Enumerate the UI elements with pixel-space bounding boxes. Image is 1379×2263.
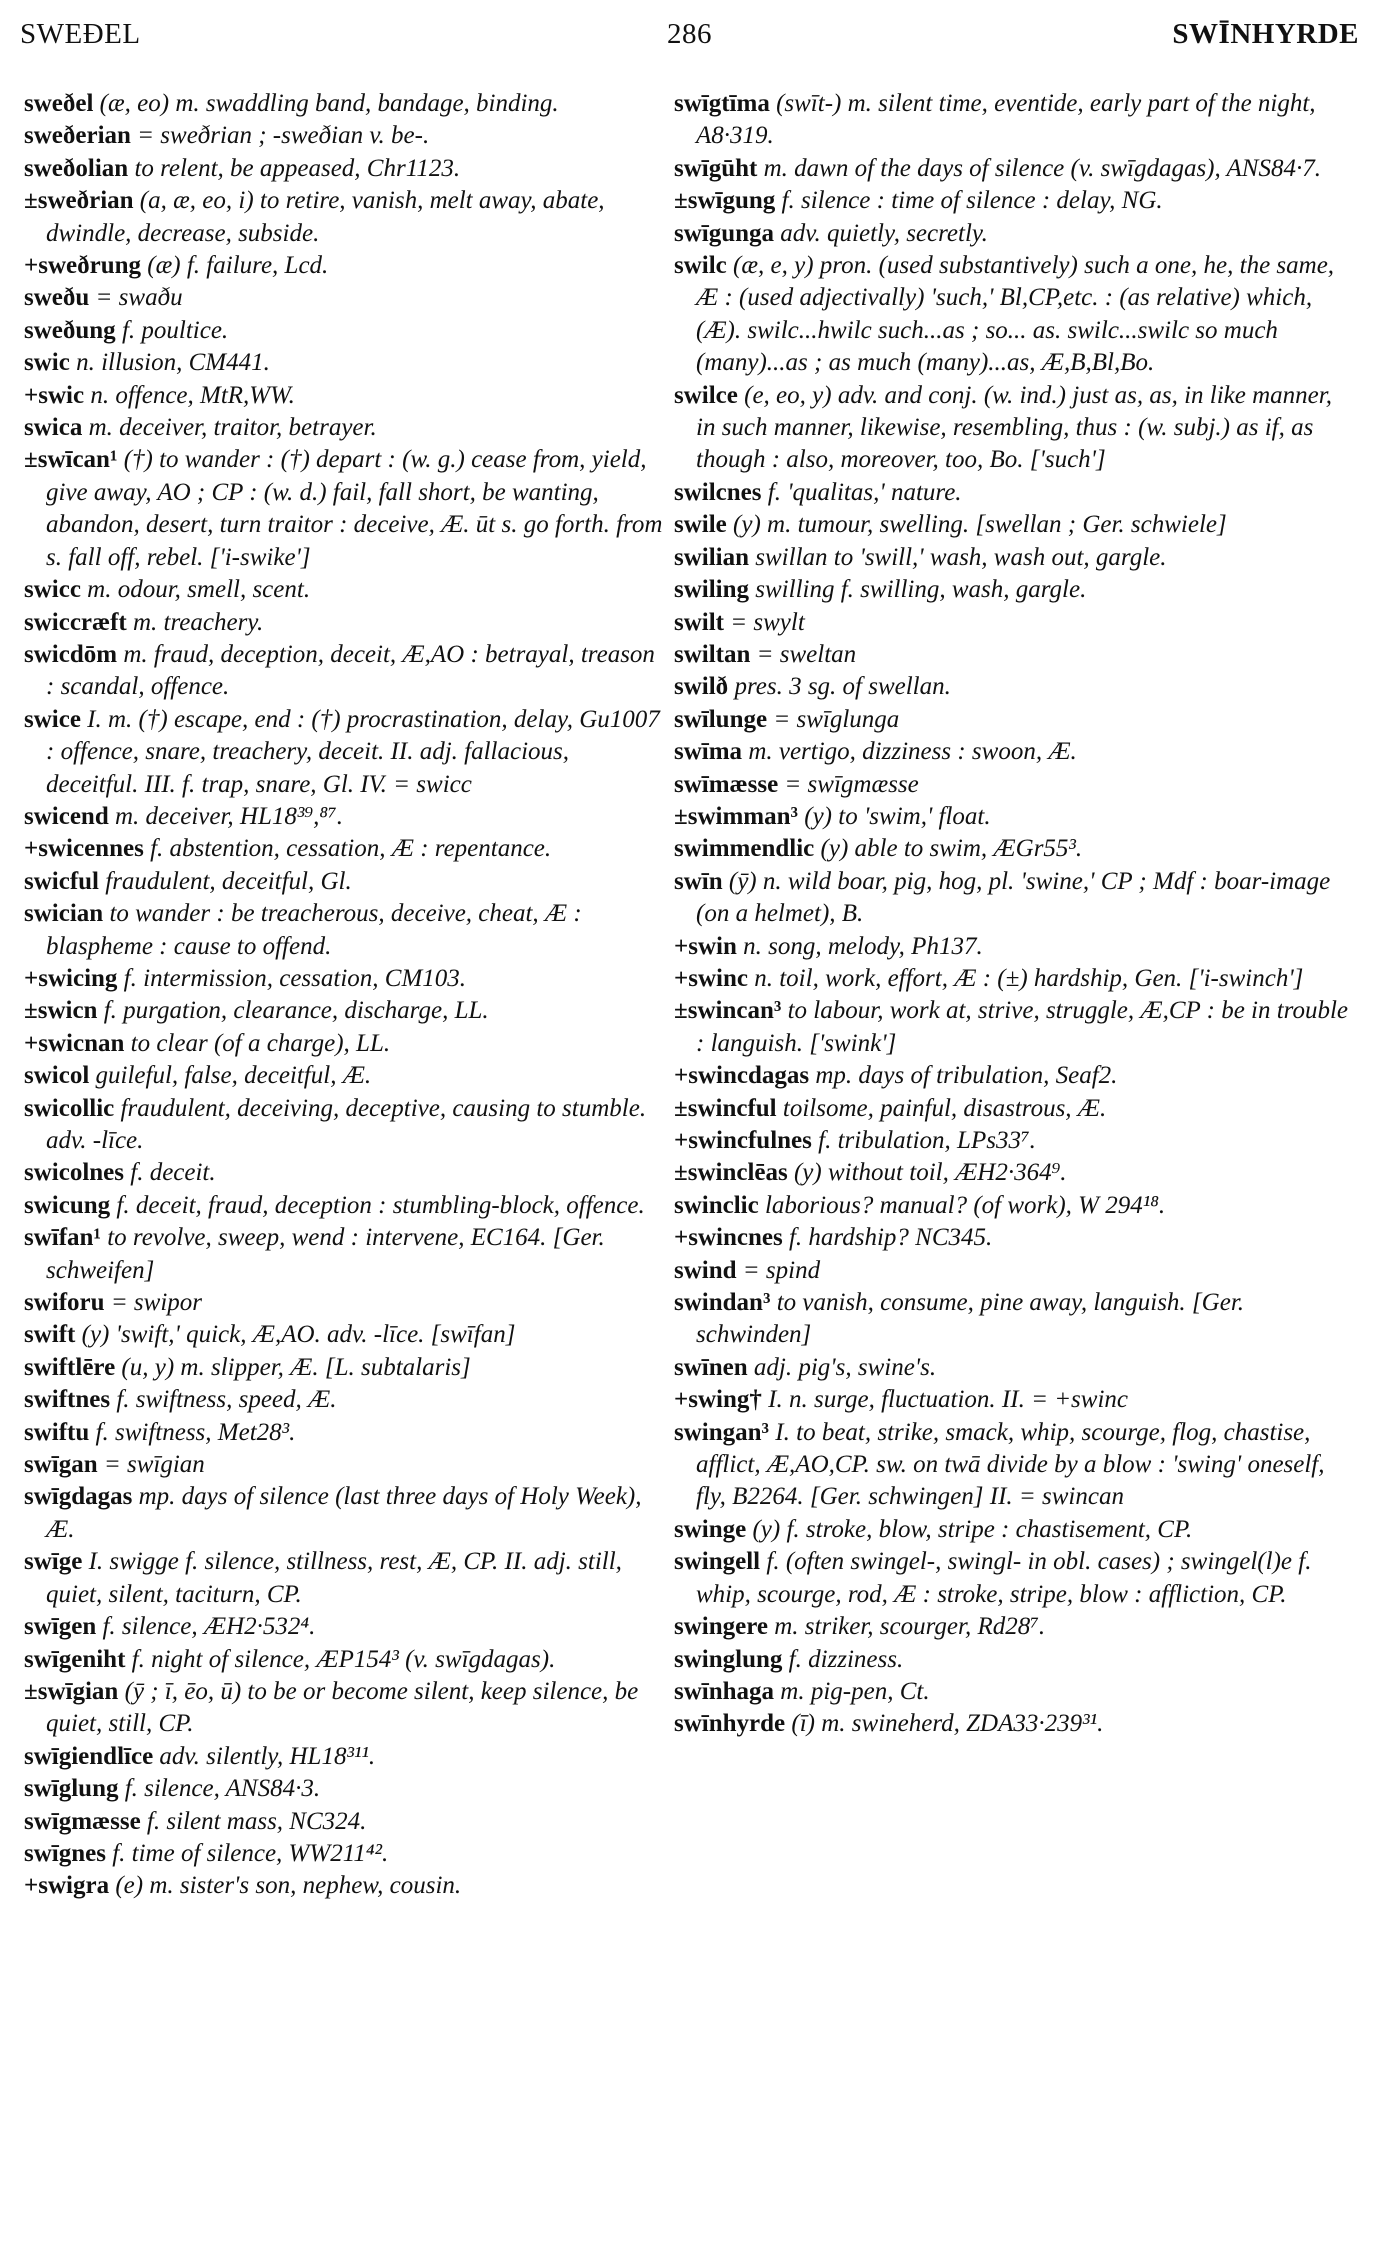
dictionary-entry xyxy=(674,1190,1354,1222)
dictionary-entry xyxy=(24,1806,664,1838)
entry-headword: ±swīgian xyxy=(24,1677,119,1705)
entry-definition: f. hardship? NC345. xyxy=(788,1224,993,1252)
entry-headword: swicc xyxy=(24,576,81,604)
entry-headword: sweðolian xyxy=(24,154,129,182)
dictionary-entry xyxy=(674,380,1354,477)
entry-definition: I. n. surge, fluctuation. II. = +swinc xyxy=(768,1386,1129,1414)
entry-headword: ±sweðrian xyxy=(24,187,134,215)
dictionary-entry xyxy=(674,1644,1354,1676)
entry-definition: (swīt-) m. silent time, eventide, early part of the night, A8·319. xyxy=(696,90,1316,150)
entry-definition: I. m. (†) escape, end : (†) procrastination, delay, Gu1007 : offence, snare, treachery, deceit. II. adj. fallacious, deceitful. III. f. trap, snare, Gl. IV. = swicc xyxy=(46,705,660,798)
entry-headword: +swigra xyxy=(24,1872,110,1900)
entry-headword: swicol xyxy=(24,1062,90,1090)
entry-headword: swinclic xyxy=(674,1191,759,1219)
entry-definition: (ȳ ; ī, ēo, ū) to be or become silent, keep silence, be quiet, still, CP. xyxy=(46,1677,639,1738)
entry-definition: fraudulent, deceiving, deceptive, causing to stumble. adv. -līce. xyxy=(46,1094,647,1154)
dictionary-entry xyxy=(674,704,1354,736)
entry-definition: adj. pig's, swine's. xyxy=(753,1353,937,1381)
dictionary-entry xyxy=(674,769,1354,801)
entry-headword: ±swincful xyxy=(674,1094,777,1122)
dictionary-entry xyxy=(674,1514,1354,1546)
entry-definition: = swīgian xyxy=(103,1451,205,1479)
dictionary-entry xyxy=(24,153,664,185)
entry-headword: sweðu xyxy=(24,284,90,312)
entry-definition: I. to beat, strike, smack, whip, scourge, flog, chastise, afflict, Æ,AO,CP. sw. on twā divide by a blow : 'swing' oneself, fly, B2264. [Ger. schwingen] II. = swincan xyxy=(696,1418,1325,1511)
entry-definition: to relent, be appeased, Chr1123. xyxy=(134,154,461,182)
entry-headword: swīgdagas xyxy=(24,1483,133,1511)
entry-definition: guileful, false, deceitful, Æ. xyxy=(95,1062,372,1090)
entry-definition: f. swiftness, speed, Æ. xyxy=(116,1386,337,1414)
running-head xyxy=(20,18,1359,62)
dictionary-entry xyxy=(674,1157,1354,1189)
dictionary-entry xyxy=(24,282,664,314)
dictionary-entry xyxy=(24,833,664,865)
dictionary-entry xyxy=(24,1222,664,1287)
entry-definition: to clear (of a charge), LL. xyxy=(130,1029,391,1057)
left-column xyxy=(24,88,664,1903)
entry-headword: swīma xyxy=(674,738,743,766)
entry-headword: +swicing xyxy=(24,964,118,992)
entry-headword: +swinc xyxy=(674,964,748,992)
entry-headword: swinglung xyxy=(674,1645,783,1673)
entry-headword: +swin xyxy=(674,932,737,960)
entry-definition: f. purgation, clearance, discharge, LL. xyxy=(103,997,489,1025)
dictionary-entry xyxy=(674,736,1354,768)
dictionary-entry xyxy=(24,801,664,833)
entry-definition: to labour, work at, strive, struggle, Æ,CP : be in trouble : languish. ['swink'] xyxy=(696,997,1349,1057)
dictionary-entry xyxy=(24,120,664,152)
entry-definition: = swylt xyxy=(730,608,805,636)
entry-definition: f. deceit. xyxy=(130,1159,216,1187)
entry-headword: swile xyxy=(674,511,727,539)
entry-headword: swīgan xyxy=(24,1451,98,1479)
right-column xyxy=(674,88,1354,1741)
entry-headword: sweðel xyxy=(24,90,94,117)
entry-headword: swilc xyxy=(674,252,727,280)
entry-definition: n. illusion, CM441. xyxy=(76,349,270,377)
running-head-left: SWEÐEL xyxy=(20,18,141,50)
dictionary-entry xyxy=(24,1093,664,1158)
entry-headword: swilian xyxy=(674,543,750,571)
dictionary-entry xyxy=(24,574,664,606)
entry-headword: swice xyxy=(24,705,81,733)
entry-headword: swic xyxy=(24,349,70,377)
entry-definition: (æ, eo) m. swaddling band, bandage, binding. xyxy=(99,90,559,117)
dictionary-entry xyxy=(674,1676,1354,1708)
entry-definition: pres. 3 sg. of swellan. xyxy=(734,673,951,701)
entry-definition: (y) to 'swim,' float. xyxy=(804,802,991,830)
entry-definition: m. striker, scourger, Rd28⁷. xyxy=(774,1613,1046,1641)
entry-headword: swiftu xyxy=(24,1418,90,1446)
entry-headword: swīgnes xyxy=(24,1839,106,1867)
entry-headword: swilce xyxy=(674,381,738,409)
dictionary-entry xyxy=(674,1417,1354,1514)
entry-headword: swiftlēre xyxy=(24,1353,116,1381)
entry-definition: = sweðrian ; -sweðian v. be-. xyxy=(137,122,430,150)
entry-headword: +swicnan xyxy=(24,1029,125,1057)
entry-headword: swilt xyxy=(674,608,724,636)
entry-definition: (y) without toil, ÆH2·364⁹. xyxy=(793,1159,1067,1187)
entry-headword: ±swincan³ xyxy=(674,997,782,1025)
entry-headword: swingell xyxy=(674,1548,761,1576)
entry-headword: swingere xyxy=(674,1613,768,1641)
entry-definition: f. intermission, cessation, CM103. xyxy=(123,964,467,992)
dictionary-entry xyxy=(674,153,1354,185)
entry-headword: +swic xyxy=(24,381,85,409)
entry-definition: n. offence, MtR,WW. xyxy=(90,381,295,409)
entry-headword: swingan³ xyxy=(674,1418,770,1446)
entry-definition: f. dizziness. xyxy=(788,1645,904,1673)
dictionary-entry xyxy=(674,1384,1354,1416)
entry-headword: swīlunge xyxy=(674,705,768,733)
entry-headword: swicdōm xyxy=(24,640,118,668)
dictionary-entry xyxy=(24,1417,664,1449)
entry-definition: f. time of silence, WW211⁴². xyxy=(112,1839,389,1867)
entry-headword: swīglung xyxy=(24,1775,119,1803)
dictionary-entry xyxy=(674,1611,1354,1643)
dictionary-entry xyxy=(24,1838,664,1870)
entry-headword: swīgmæsse xyxy=(24,1807,141,1835)
entry-definition: m. treachery. xyxy=(132,608,264,636)
entry-definition: m. vertigo, dizziness : swoon, Æ. xyxy=(748,738,1077,766)
dictionary-entry xyxy=(24,1352,664,1384)
entry-headword: swindan³ xyxy=(674,1289,771,1317)
entry-headword: ±swīgung xyxy=(674,187,776,215)
dictionary-entry xyxy=(674,1352,1354,1384)
dictionary-entry xyxy=(674,542,1354,574)
entry-definition: to wander : be treacherous, deceive, cheat, Æ : blaspheme : cause to offend. xyxy=(46,900,582,960)
dictionary-entry xyxy=(24,1384,664,1416)
entry-definition: to revolve, sweep, wend : intervene, EC164. [Ger. schweifen] xyxy=(46,1224,605,1284)
dictionary-entry xyxy=(674,1093,1354,1125)
dictionary-entry xyxy=(24,88,664,120)
dictionary-entry xyxy=(24,1481,664,1546)
dictionary-entry xyxy=(24,607,664,639)
dictionary-entry xyxy=(674,1060,1354,1092)
entry-definition: to vanish, consume, pine away, languish. [Ger. schwinden] xyxy=(696,1289,1245,1349)
entry-headword: ±swimman³ xyxy=(674,802,798,830)
dictionary-entry xyxy=(24,1319,664,1351)
dictionary-entry xyxy=(24,1644,664,1676)
entry-definition: m. dawn of the days of silence (v. swīgdagas), ANS84·7. xyxy=(763,154,1321,182)
entry-headword: ±swīcan¹ xyxy=(24,446,118,474)
entry-definition: f. tribulation, LPs33⁷. xyxy=(818,1127,1036,1154)
entry-definition: (æ) f. failure, Lcd. xyxy=(147,252,329,280)
dictionary-entry xyxy=(674,963,1354,995)
entry-definition: fraudulent, deceitful, Gl. xyxy=(105,867,352,895)
entry-headword: swīnhyrde xyxy=(674,1710,786,1738)
dictionary-entry xyxy=(24,315,664,347)
running-head-right: SWĪNHYRDE xyxy=(1172,18,1359,50)
dictionary-entry xyxy=(24,1773,664,1805)
dictionary-entry xyxy=(674,801,1354,833)
entry-definition: = swīgmæsse xyxy=(784,770,919,798)
entry-definition: (ȳ) n. wild boar, pig, hog, pl. 'swine,' CP ; Mdf : boar-image (on a helmet), B. xyxy=(696,867,1331,928)
entry-headword: swīgtīma xyxy=(674,90,770,117)
entry-definition: f. night of silence, ÆP154³ (v. swīgdagas). xyxy=(131,1645,556,1673)
entry-headword: +swicennes xyxy=(24,835,144,863)
entry-definition: f. silent mass, NC324. xyxy=(146,1807,367,1835)
entry-definition: swillan to 'swill,' wash, wash out, gargle. xyxy=(755,543,1167,571)
entry-headword: swimmendlic xyxy=(674,835,815,863)
entry-definition: f. poultice. xyxy=(121,316,229,344)
entry-headword: swicollic xyxy=(24,1094,115,1122)
entry-definition: mp. days of silence (last three days of Holy Week), Æ. xyxy=(46,1483,642,1543)
entry-definition: f. 'qualitas,' nature. xyxy=(767,478,962,506)
entry-headword: swind xyxy=(674,1256,737,1284)
dictionary-entry xyxy=(24,1611,664,1643)
entry-definition: f. deceit, fraud, deception : stumbling-block, offence. xyxy=(116,1191,645,1219)
dictionary-entry xyxy=(24,185,664,250)
entry-definition: laborious? manual? (of work), W 294¹⁸. xyxy=(764,1191,1166,1219)
entry-definition: f. silence, ANS84·3. xyxy=(124,1775,321,1803)
entry-definition: m. fraud, deception, deceit, Æ,AO : betrayal, treason : scandal, offence. xyxy=(46,640,655,701)
entry-definition: = spind xyxy=(742,1256,821,1284)
entry-definition: (ī) m. swineherd, ZDA33·239³¹. xyxy=(791,1710,1104,1738)
dictionary-entry xyxy=(24,444,664,574)
page-number: 286 xyxy=(667,18,712,50)
dictionary-entry xyxy=(24,963,664,995)
entry-headword: +swincdagas xyxy=(674,1062,810,1090)
dictionary-entry xyxy=(24,347,664,379)
entry-definition: (y) f. stroke, blow, stripe : chastisement, CP. xyxy=(752,1515,1193,1543)
entry-definition: m. deceiver, HL18³⁹,⁸⁷. xyxy=(114,802,343,830)
entry-definition: (y) m. tumour, swelling. [swellan ; Ger. schwiele] xyxy=(733,511,1227,539)
entry-definition: toilsome, painful, disastrous, Æ. xyxy=(782,1094,1107,1122)
dictionary-entry xyxy=(674,671,1354,703)
dictionary-entry xyxy=(24,639,664,704)
entry-headword: swicful xyxy=(24,867,99,895)
entry-headword: swiftnes xyxy=(24,1386,111,1414)
entry-headword: swician xyxy=(24,900,104,928)
entry-definition: (y) 'swift,' quick, Æ,AO. adv. -līce. [swīfan] xyxy=(81,1321,516,1349)
dictionary-entry xyxy=(24,412,664,444)
entry-headword: ±swinclēas xyxy=(674,1159,788,1187)
dictionary-entry xyxy=(24,1028,664,1060)
entry-headword: swicend xyxy=(24,802,109,830)
entry-definition: = swīglunga xyxy=(773,705,900,733)
dictionary-entry xyxy=(24,898,664,963)
dictionary-entry xyxy=(24,1546,664,1611)
entry-headword: +sweðrung xyxy=(24,252,142,280)
entry-definition: = swipor xyxy=(110,1289,203,1317)
entry-headword: sweðung xyxy=(24,316,116,344)
dictionary-entry xyxy=(674,639,1354,671)
entry-headword: swiltan xyxy=(674,640,751,668)
entry-headword: swicung xyxy=(24,1191,111,1219)
dictionary-entry xyxy=(24,1676,664,1741)
entry-headword: swīmæsse xyxy=(674,770,779,798)
entry-headword: swiforu xyxy=(24,1289,105,1317)
entry-headword: swica xyxy=(24,414,83,442)
entry-definition: = swaðu xyxy=(95,284,183,312)
entry-headword: swīgiendlīce xyxy=(24,1742,154,1770)
entry-headword: swīnhaga xyxy=(674,1677,775,1705)
entry-headword: ±swicn xyxy=(24,997,98,1025)
entry-headword: swīgeniht xyxy=(24,1645,126,1673)
entry-headword: swift xyxy=(24,1321,76,1349)
entry-definition: mp. days of tribulation, Seaf2. xyxy=(815,1062,1118,1090)
dictionary-entry xyxy=(674,250,1354,380)
entry-definition: (a, æ, eo, i) to retire, vanish, melt away, abate, dwindle, decrease, subside. xyxy=(46,187,605,247)
dictionary-entry xyxy=(674,509,1354,541)
entry-definition: f. silence : time of silence : delay, NG. xyxy=(781,187,1163,215)
dictionary-entry xyxy=(674,477,1354,509)
entry-definition: m. deceiver, traitor, betrayer. xyxy=(88,414,377,442)
entry-headword: swīge xyxy=(24,1548,83,1576)
entry-headword: swīfan¹ xyxy=(24,1224,101,1252)
entry-definition: swilling f. swilling, wash, gargle. xyxy=(755,576,1087,604)
entry-headword: swīgūht xyxy=(674,154,758,182)
dictionary-entry xyxy=(674,995,1354,1060)
dictionary-entry xyxy=(24,1190,664,1222)
dictionary-entry xyxy=(24,1157,664,1189)
dictionary-entry xyxy=(24,1060,664,1092)
dictionary-entry xyxy=(24,380,664,412)
dictionary-entry xyxy=(674,185,1354,217)
dictionary-entry xyxy=(674,931,1354,963)
dictionary-entry xyxy=(674,1222,1354,1254)
entry-definition: (†) to wander : (†) depart : (w. g.) cease from, yield, give away, AO ; CP : (w. d.) fail, fall short, be wanting, abandon, desert, turn traitor : deceive, Æ. ūt s. go forth. from s. fall off, rebel. ['i-swike'] xyxy=(46,446,663,571)
entry-definition: f. silence, ÆH2·532⁴. xyxy=(102,1613,316,1641)
dictionary-entry xyxy=(24,1449,664,1481)
dictionary-entry xyxy=(674,866,1354,931)
entry-definition: adv. quietly, secretly. xyxy=(780,219,988,247)
entry-headword: +swincfulnes xyxy=(674,1127,812,1154)
entry-headword: swicolnes xyxy=(24,1159,124,1187)
entry-headword: swīnen xyxy=(674,1353,748,1381)
entry-definition: m. odour, smell, scent. xyxy=(87,576,311,604)
entry-definition: n. toil, work, effort, Æ : (±) hardship, Gen. ['i-swinch'] xyxy=(754,964,1304,992)
dictionary-entry xyxy=(674,1287,1354,1352)
dictionary-entry xyxy=(674,1255,1354,1287)
dictionary-entry xyxy=(24,250,664,282)
entry-headword: swīgen xyxy=(24,1613,97,1641)
dictionary-entry xyxy=(674,574,1354,606)
entry-headword: swilð xyxy=(674,673,729,701)
entry-headword: swinge xyxy=(674,1515,747,1543)
dictionary-entry xyxy=(24,1287,664,1319)
entry-definition: = sweltan xyxy=(756,640,857,668)
entry-definition: (u, y) m. slipper, Æ. [L. subtalaris] xyxy=(121,1353,471,1381)
entry-definition: m. pig-pen, Ct. xyxy=(780,1677,930,1705)
entry-definition: n. song, melody, Ph137. xyxy=(743,932,983,960)
entry-headword: swīn xyxy=(674,867,723,895)
entry-headword: swilcnes xyxy=(674,478,762,506)
entry-headword: sweðerian xyxy=(24,122,131,150)
dictionary-entry xyxy=(674,1125,1354,1157)
entry-headword: swīgunga xyxy=(674,219,775,247)
entry-headword: +swincnes xyxy=(674,1224,783,1252)
dictionary-entry xyxy=(24,866,664,898)
entry-definition: (y) able to swim, ÆGr55³. xyxy=(820,835,1083,863)
dictionary-entry xyxy=(674,607,1354,639)
dictionary-entry xyxy=(674,833,1354,865)
entry-headword: swiling xyxy=(674,576,750,604)
dictionary-entry xyxy=(24,1870,664,1902)
entry-definition: (e, eo, y) adv. and conj. (w. ind.) just as, as, in like manner, in such manner, likewise, resembling, thus : (w. subj.) as if, as though : also, moreover, too, Bo. ['such'] xyxy=(696,381,1332,474)
dictionary-entry xyxy=(24,1741,664,1773)
dictionary-entry xyxy=(674,218,1354,250)
dictionary-entry xyxy=(674,1708,1354,1740)
entry-definition: I. swigge f. silence, stillness, rest, Æ, CP. II. adj. still, quiet, silent, taciturn, CP. xyxy=(46,1548,622,1608)
entry-definition: f. swiftness, Met28³. xyxy=(95,1418,296,1446)
dictionary-entry xyxy=(24,704,664,801)
entry-headword: +swing† xyxy=(674,1386,762,1414)
entry-definition: adv. silently, HL18³¹¹. xyxy=(159,1742,376,1770)
dictionary-entry xyxy=(24,995,664,1027)
dictionary-entry xyxy=(674,88,1354,153)
entry-definition: (e) m. sister's son, nephew, cousin. xyxy=(115,1872,462,1900)
entry-definition: f. abstention, cessation, Æ : repentance. xyxy=(150,835,552,863)
entry-headword: swiccræft xyxy=(24,608,127,636)
dictionary-entry xyxy=(674,1546,1354,1611)
entry-definition: f. (often swingel-, swingl- in obl. cases) ; swingel(l)e f. whip, scourge, rod, Æ : stroke, stripe, blow : affliction, CP. xyxy=(696,1548,1312,1608)
entry-definition: (æ, e, y) pron. (used substantively) such a one, he, the same, Æ : (used adjectivally) 'such,' Bl,CP,etc. : (as relative) which, (Æ). swilc...hwilc such...as ; so... as. swilc...swilc so much (many)...as ; as much (many)...as, Æ,B,Bl,Bo. xyxy=(696,252,1335,377)
